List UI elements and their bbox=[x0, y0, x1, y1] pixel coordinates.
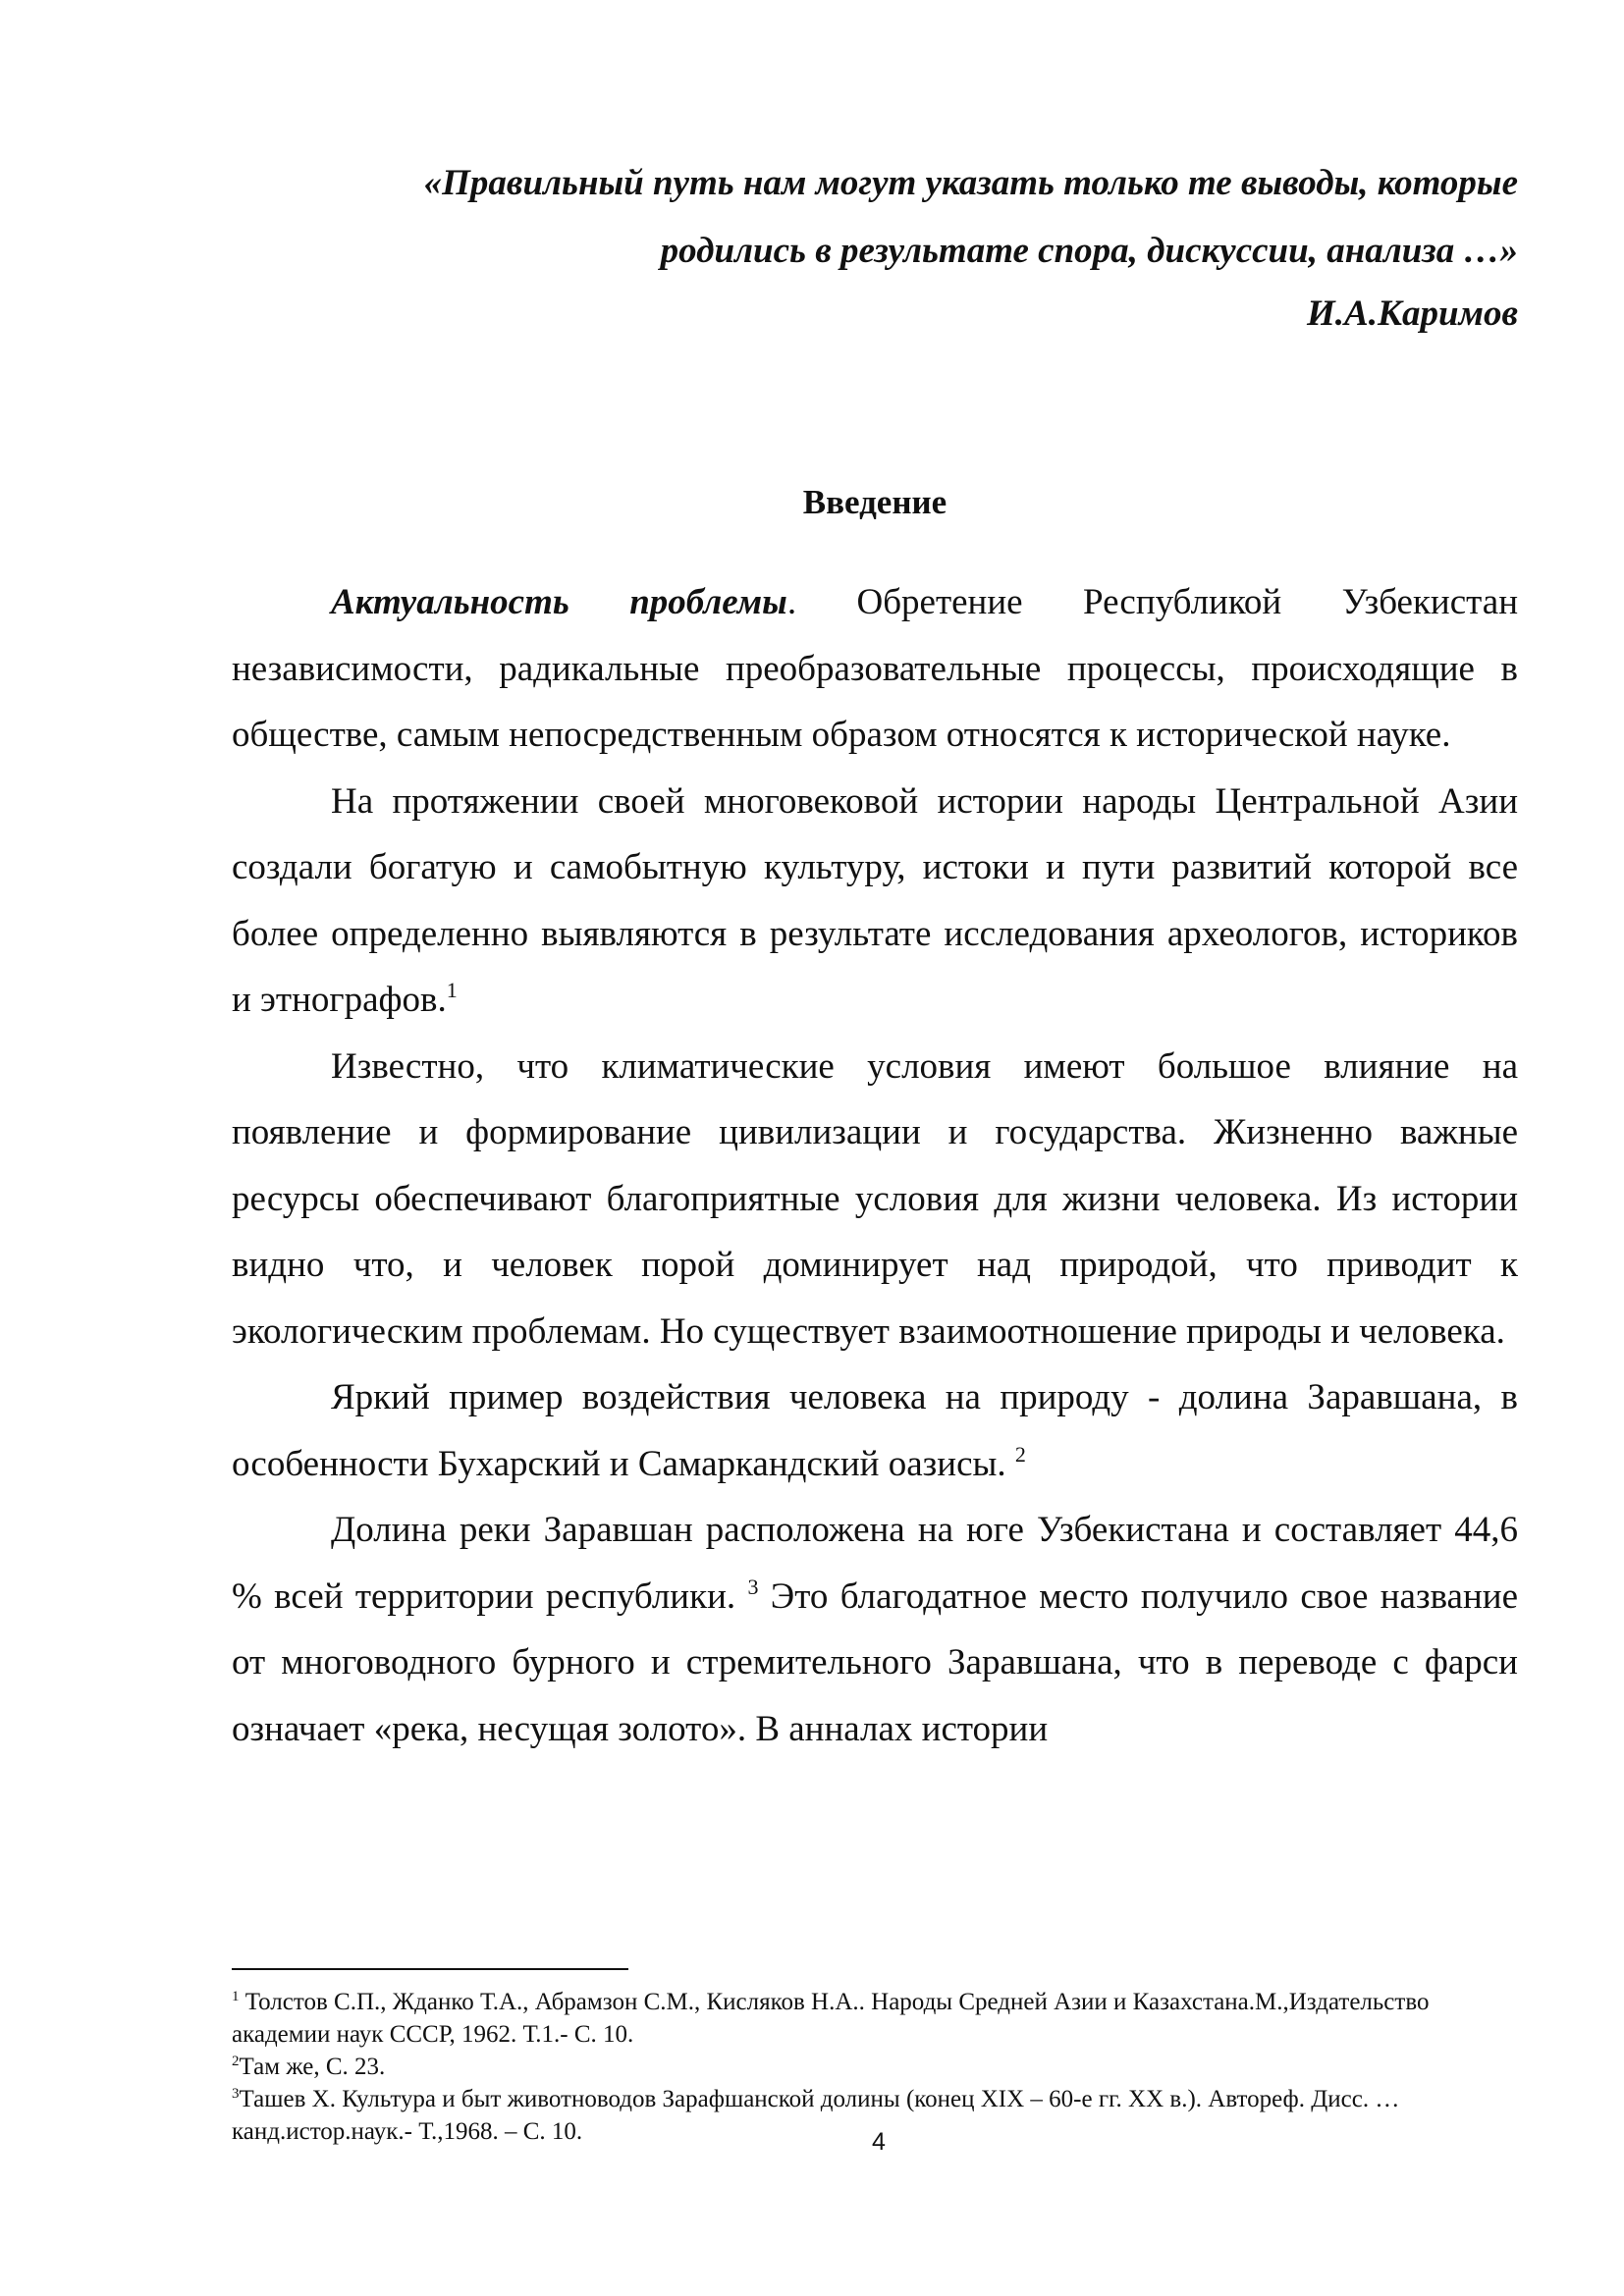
footnote-text-2: Там же, С. 23. bbox=[239, 2054, 386, 2080]
section-heading: Введение bbox=[802, 483, 947, 521]
footnote-1 bbox=[232, 1986, 1518, 2051]
paragraph-relevance bbox=[232, 569, 1518, 769]
epigraph-line-2: родились в результате спора, дискуссии, анализа …» bbox=[660, 231, 1518, 271]
paragraph-climate bbox=[232, 1034, 1518, 1365]
relevance-lead: Актуальность проблемы bbox=[331, 582, 787, 622]
paragraph-history bbox=[232, 769, 1518, 1034]
footnote-separator bbox=[232, 1968, 628, 1970]
valley-text-b: Это благодатное место получило свое название от многоводного бурного и стремительного Заравшана, что в переводе с фарси означает «река, несущая золото». В анналах истории bbox=[232, 1575, 1518, 1749]
epigraph bbox=[232, 149, 1518, 344]
footnote-ref-3: 3 bbox=[747, 1574, 759, 1599]
valley-text-a: Долина реки Заравшан расположена на юге Узбекистана и составляет 44,6 % всей территории республики. bbox=[232, 1510, 1518, 1617]
epigraph-author: И.А.Каримов bbox=[1306, 294, 1518, 334]
epigraph-line-1: «Правильный путь нам могут указать только те выводы, которые bbox=[423, 163, 1518, 203]
footnote-text-1: Толстов С.П., Жданко Т.А., Абрамзон С.М., Кисляков Н.А.. Народы Средней Азии и Казахстана.М.,Издательство академии наук СССР, 1962. Т.1.- С. 10. bbox=[232, 1989, 1430, 2048]
footnote-text-3: Ташев Х. Культура и быт животноводов Зарафшанской долины (конец XIX – 60-е гг. XX в.). Автореф. Дисс. … канд.истор.наук.- Т.,1968. – С. 10. bbox=[232, 2086, 1400, 2145]
body-text bbox=[232, 569, 1518, 1762]
paragraph-example bbox=[232, 1364, 1518, 1497]
relevance-text: . Обретение Республикой Узбекистан независимости, радикальные преобразовательные процессы, происходящие в обществе, самым непосредственным образом относятся к исторической науке. bbox=[232, 582, 1519, 755]
paragraph-valley bbox=[232, 1497, 1518, 1762]
footnote-ref-2: 2 bbox=[1014, 1441, 1026, 1467]
page-number: 4 bbox=[872, 2128, 886, 2156]
footnote-mark-1: 1 bbox=[232, 1989, 240, 2004]
footnotes bbox=[232, 1986, 1518, 2148]
footnote-mark-3: 3 bbox=[232, 2086, 240, 2102]
history-text: На протяжении своей многовековой истории народы Центральной Азии создали богатую и самобытную культуру, истоки и пути развитий которой все более определенно выявляются в результате исследования археологов, историков и этнографов. bbox=[232, 780, 1518, 1020]
footnote-2 bbox=[232, 2051, 1518, 2083]
example-text: Яркий пример воздействия человека на природу - долина Заравшана, в особенности Бухарский и Самаркандский оазисы. bbox=[232, 1377, 1518, 1484]
climate-text: Известно, что климатические условия имеют большое влияние на появление и формирование цивилизации и государства. Жизненно важные ресурсы обеспечивают благоприятные условия для жизни человека. Из истории видно что, и человек порой доминирует над природой, что приводит к экологическим проблемам. Но существует взаимоотношение природы и человека. bbox=[232, 1045, 1518, 1352]
footnote-mark-2: 2 bbox=[232, 2054, 240, 2069]
footnote-ref-1: 1 bbox=[446, 978, 458, 1002]
